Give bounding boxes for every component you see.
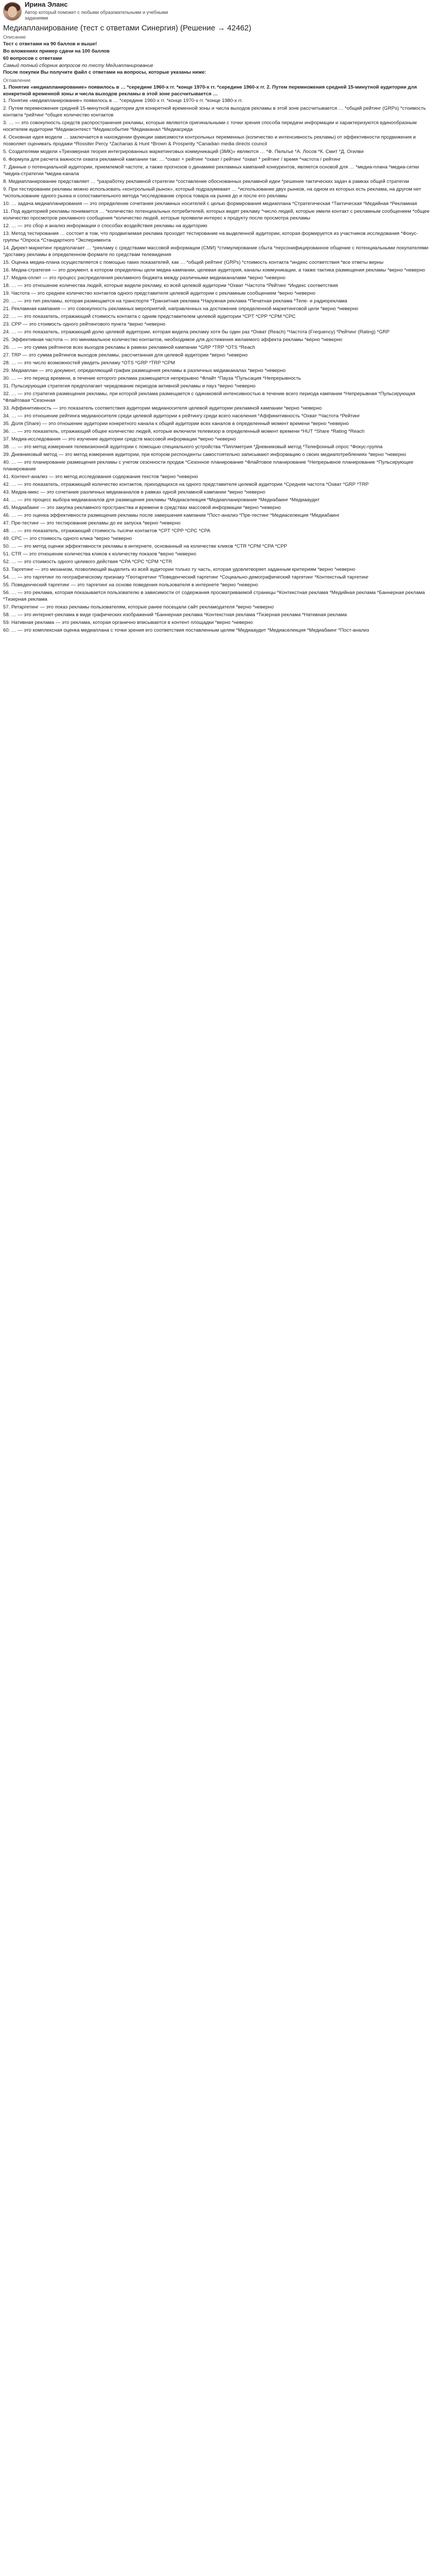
- question-text: 21. Рекламная кампания — это совокупность рекламных мероприятий, направленных на достижение определенной маркетинговой цели *верно *неверно: [3, 306, 358, 312]
- question-text: 4. Основная идея модели … заключается в нахождении функции зависимости контрольных переменных (количество и интенсивность рекламы) от эффективности продвижения и позволяет оценивать продажи *Rossiter Percy *Zacharias & Hunt *Brown & Prosperity *Canadian media directs council: [3, 134, 416, 147]
- question-text: 26. … — это сумма рейтингов всех выходов рекламы в рамках рекламной кампании *GRP *TRP *OTS *Reach: [3, 345, 255, 350]
- document-body: [0, 24, 436, 634]
- question-text: 45. Медиабаинг — это закупка рекламного пространства и времени в средствах массовой информации *верно *неверно: [3, 505, 281, 511]
- question-item: [3, 321, 433, 328]
- question-item: [3, 627, 433, 634]
- question-text: 2. Путем перемножения средней 15-минутной аудитории для конкретной временной зоны и числа выходов рекламы в этой зоне рассчитывается … *общий рейтинг (GRPs) *стоимость контакта *рейтинг *общее количество контактов: [3, 106, 426, 118]
- avatar-face: [8, 6, 17, 18]
- question-text: 30. … — это период времени, в течение которого реклама размещается непрерывно *Флайт *Пауза *Пульсация *Непрерывность: [3, 376, 301, 381]
- question-item: [3, 298, 433, 304]
- question-text: 15. Оценка медиа-плана осуществляется с помощью таких показателей, как … *общий рейтинг (GRPs) *стоимость контакта *индекс соответствия *все ответы верны: [3, 260, 383, 265]
- question-item: [3, 186, 433, 199]
- question-item: [3, 489, 433, 496]
- question-item: [3, 589, 433, 603]
- description-note: Самый полный сборник вопросов по тесту Медиапланирование: [3, 63, 153, 69]
- question-text: 56. … — это реклама, которая показывается пользователю в зависимости от содержания просматриваемой страницы *Контекстная реклама *Медийная реклама *Баннерная реклама *Тизерная реклама: [3, 590, 425, 602]
- question-item: [3, 259, 433, 266]
- question-item: [3, 451, 433, 458]
- author-header: [0, 0, 436, 23]
- question-text: 37. Медиа-исследования — это изучение аудитории средств массовой информации *верно *неверно: [3, 436, 236, 442]
- question-text: 43. Медиа-микс — это сочетание различных медиаканалов в рамках одной рекламной кампании *верно *неверно: [3, 489, 266, 495]
- question-text: 54. … — это таргетинг по географическому признаку *Геотаргетинг *Поведенческий таргетинг *Социально-демографический таргетинг *Контекстный таргетинг: [3, 574, 369, 580]
- question-text: 57. Ретаргетинг — это показ рекламы пользователям, которые ранее посещали сайт рекламодателя *верно *неверно: [3, 604, 274, 610]
- question-text: 17. Медиа-сплит — это процесс распределения рекламного бюджета между различными медиаканалами *верно *неверно: [3, 275, 286, 281]
- question-item: [3, 344, 433, 351]
- toc-label: Оглавление: [3, 78, 31, 83]
- question-text: 38. … — это метод измерения телевизионной аудитории с помощью специального устройства *Пиплметрия *Дневниковый метод *Телефонный опрос *Фокус-группа: [3, 444, 383, 450]
- question-text: 20. … — это тип рекламы, которая размещается на транспорте *Транзитная реклама *Наружная реклама *Печатная реклама *Теле- и радиореклама: [3, 298, 347, 304]
- question-text: 49. CPC — это стоимость одного клика *верно *неверно: [3, 536, 132, 541]
- question-item: [3, 352, 433, 359]
- question-text: 50. … — это метод оценки эффективности рекламы в интернете, основанный на количестве кликов *CTR *CPM *CPA *CPP: [3, 544, 287, 549]
- question-item: [3, 223, 433, 229]
- question-item: [3, 282, 433, 289]
- author-tagline: Автор который поможет с любыми образовательными и учебными заданиями: [25, 10, 168, 21]
- question-item: [3, 612, 433, 618]
- question-answer: 1. Понятие «медиапланирование» появилось в … *середине 1960-х гг. *конце 1970-х гг. *конце 1980-х гг.: [3, 98, 243, 104]
- question-item: [3, 512, 433, 519]
- question-text: 6. Формула для расчета важности охвата рекламной кампании так: … *охват + рейтинг *охват / рейтинг *охват * рейтинг / время *частота / рейтинг: [3, 157, 341, 162]
- question-text: 23. CPP — это стоимость одного рейтингового пункта *верно *неверно: [3, 321, 166, 327]
- question-item: [3, 360, 433, 366]
- question-item: [3, 200, 433, 207]
- question-text: 13. Метод тестирования … состоит в том, что продвигаемая реклама проходит тестирование на выделенной аудитории, которая формируется из участников исследования *Фокус-группы *Опроса *Стандартного *Эксперимента: [3, 231, 418, 243]
- question-item: [3, 313, 433, 320]
- question-text: 48. … — это показатель, отражающий стоимость тысячи контактов *CPT *CPP *CPC *CPA: [3, 528, 211, 534]
- question-text: 42. … — это показатель, отражающий количество контактов, приходящихся на одного представителя целевой аудитории *Средняя частота *Охват *GRP *TRP: [3, 482, 369, 487]
- question-text: 55. Поведенческий таргетинг — это таргетинг на основе поведения пользователя в интернете *верно *неверно: [3, 582, 258, 588]
- question-item: [3, 208, 433, 222]
- question-text: 9. При тестировании рекламы можно использовать «контрольный рынок», который подразумевает … *использование двух рынков, на одном из которых есть реклама, на другом нет *использование одного рынка и сопоставительного метода *исследование спроса товара на рынке до и после его рекламы: [3, 187, 421, 199]
- question-item: [3, 383, 433, 389]
- question-item: [3, 156, 433, 163]
- question-item: [3, 290, 433, 297]
- description-line: 60 вопросов с ответами: [3, 56, 62, 61]
- question-text: 47. Пре-тестинг — это тестирование рекламы до ее запуска *верно *неверно: [3, 520, 181, 526]
- question-text: 39. Дневниковый метод — это метод измерения аудитории, при котором респонденты самостоятельно записывают информацию о своих медиапотреблениях *верно *неверно: [3, 452, 406, 457]
- question-item: [3, 306, 433, 312]
- question-item: [3, 459, 433, 472]
- question-text: 52. … — это стоимость одного целевого действия *CPA *CPC *CPM *CTR: [3, 559, 172, 565]
- question-text: 32. … — это стратегия размещения рекламы, при которой реклама размещается с одинаковой интенсивностью в течение всего периода кампании *Непрерывная *Пульсирующая *Флайтовая *Сезонная: [3, 391, 415, 403]
- question-item: [3, 558, 433, 565]
- question-item: [3, 148, 433, 155]
- question-text: 46. … — это оценка эффективности размещения рекламы после завершения кампании *Пост-анализ *Пре-тестинг *Медиаселекция *Медиабаинг: [3, 513, 340, 518]
- document-title: Медиапланирование (тест с ответами Синергия) (Решение → 42462): [3, 24, 252, 32]
- question-item: [3, 84, 433, 104]
- question-item: [3, 230, 433, 244]
- question-text: 18. … — это отношение количества людей, которые видели рекламу, ко всей целевой аудитории *Охват *Частота *Рейтинг *Индекс соответствия: [3, 283, 338, 289]
- author-avatar[interactable]: [3, 2, 22, 21]
- question-text: 59. Нативная реклама — это реклама, которая органично вписывается в контент площадки *верно *неверно: [3, 620, 253, 625]
- question-item: [3, 413, 433, 419]
- question-text: 5. Создателями модели «Трехмерная теория интегрированных маркетинговых коммуникаций (3МК)» являются … *Ф. Пельтье *А. Лосов *К. Смит *Д. Огилви: [3, 149, 364, 155]
- question-list: [3, 84, 433, 634]
- question-item: [3, 245, 433, 258]
- question-text: 58. … — это интернет-реклама в виде графических изображений *Баннерная реклама *Контекстная реклама *Тизерная реклама *Нативная реклама: [3, 612, 347, 618]
- question-item: [3, 267, 433, 274]
- description-line: Во вложениях пример сдачи на 100 баллов: [3, 48, 110, 54]
- question-item: [3, 619, 433, 626]
- question-text: 60. … — это комплексная оценка медиаплана с точки зрения его соответствия поставленным целям *Медиааудит *Медиаселекция *Медиабаинг *Пост-анализ: [3, 628, 369, 633]
- question-text: 40. … — это планирование размещения рекламы с учетом сезонности продаж *Сезонное планирование *Флайтовое планирование *Непрерывное планирование *Пульсирующее планирование: [3, 460, 414, 472]
- question-item: [3, 375, 433, 382]
- question-item: [3, 604, 433, 611]
- question-text: 35. Доля (Share) — это отношение аудитории конкретного канала к общей аудитории всех каналов в определенный момент времени *верно *неверно: [3, 421, 349, 427]
- question-item: [3, 504, 433, 511]
- author-name[interactable]: Ирина Эланс: [25, 1, 68, 8]
- question-item: [3, 543, 433, 550]
- question-item: [3, 535, 433, 542]
- question-text: 1. Понятие «медиапланирование» появилось в … *середине 1960-х гг. *конце 1970-х гг. *середине 1960-х гг. 2. Путем перемножения средней 15-минутной аудитории для конкретной временной зоны и числа выходов рекламы в этой зоне рассчитывается …: [3, 84, 417, 97]
- question-text: 12. … — это сбор и анализ информации о способах воздействия рекламы на аудиторию: [3, 223, 207, 229]
- question-item: [3, 444, 433, 450]
- question-item: [3, 551, 433, 557]
- question-item: [3, 164, 433, 177]
- question-text: 41. Контент-анализ — это метод исследования содержания текстов *верно *неверно: [3, 474, 198, 480]
- question-text: 51. CTR — это отношение количества кликов к количеству показов *верно *неверно: [3, 551, 197, 557]
- question-item: [3, 391, 433, 404]
- question-text: 34. … — это отношение рейтинга медианосителя среди целевой аудитории к рейтингу среди всего населения *Аффинитивность *Охват *Частота *Рейтинг: [3, 413, 360, 419]
- question-item: [3, 528, 433, 534]
- question-text: 24. … — это показатель, отражающий долю целевой аудитории, которая видела рекламу хотя бы один раз *Охват (Reach) *Частота (Frequency) *Рейтинг (Rating) *GRP: [3, 329, 390, 335]
- question-item: [3, 497, 433, 503]
- question-text: 44. … — это процесс выбора медиаканалов для размещения рекламы *Медиаселекция *Медиапланирование *Медиабаинг *Медиааудит: [3, 497, 320, 503]
- question-item: [3, 566, 433, 573]
- question-text: 25. Эффективная частота — это минимальное количество контактов, необходимое для достижения желаемого эффекта рекламы *верно *неверно: [3, 337, 342, 343]
- question-item: [3, 120, 433, 133]
- question-item: [3, 329, 433, 335]
- purchase-note: После покупки Вы получите файл с ответами на вопросы, которые указаны ниже:: [3, 70, 206, 75]
- question-text: 29. Медиаплан — это документ, определяющий график размещения рекламы в различных медиаканалах *верно *неверно: [3, 368, 286, 374]
- question-item: [3, 178, 433, 185]
- question-item: [3, 336, 433, 343]
- question-text: 19. Частота — это среднее количество контактов одного представителя целевой аудитории с рекламным сообщением *верно *неверно: [3, 291, 316, 296]
- question-item: [3, 405, 433, 412]
- question-item: [3, 582, 433, 588]
- question-item: [3, 420, 433, 427]
- description-line: Тест с ответами на 90 баллов и выше!: [3, 41, 97, 47]
- question-item: [3, 481, 433, 488]
- question-item: [3, 275, 433, 281]
- question-text: 16. Медиа-стратегия — это документ, в котором определены цели медиа-кампании, целевая аудитория, каналы коммуникации, а также тактика размещения рекламы *верно *неверно: [3, 267, 425, 273]
- question-item: [3, 105, 433, 118]
- question-item: [3, 473, 433, 480]
- description-label: Описание: [3, 35, 26, 40]
- question-text: 31. Пульсирующая стратегия предполагает чередование периодов активной рекламы и пауз *верно *неверно: [3, 383, 256, 389]
- question-text: 3. … — это совокупность средств распространения рекламы, которые являются оригинальными с точки зрения способа передачи информации и характеризуются единообразным носителем аудитории *Медиаконтекст *Медиасобытие *Медиаканал *Медиасреда: [3, 120, 417, 132]
- question-item: [3, 428, 433, 435]
- question-item: [3, 436, 433, 443]
- question-text: 7. Данные о потенциальной аудитории, приемлемой частоте, а также прогнозов о динамике рекламных кампаний конкурентов, является основой для … *медиа-плана *медиа-сетки *медиа-стратегии *медиа-канала: [3, 164, 419, 177]
- question-text: 27. TRP — это сумма рейтингов выходов рекламы, рассчитанная для целевой аудитории *верно *неверно: [3, 352, 248, 358]
- question-text: 14. Директ-маркетинг предполагает … *рекламу с средствами массовой информации (СМИ) *стимулирование сбыта *персонифицированное общение с потенциальными покупателями *доставку рекламы в определенном формате по средствам телевидения: [3, 245, 429, 258]
- question-text: 8. Медиапланирование представляет … *разработку рекламной стратегии *составление обоснованных рекламной идеи *решение тактических задач в рамках общей стратегии: [3, 179, 409, 184]
- question-item: [3, 574, 433, 581]
- question-text: 28. … — это число возможностей увидеть рекламу *OTS *GRP *TRP *CPM: [3, 360, 175, 366]
- question-text: 10. … задача медиапланирования — это определение сочетания рекламных носителей с целью формирования медиаплана *Стратегическая *Тактическая *Медийная *Рекламная: [3, 201, 417, 207]
- question-text: 33. Аффинитивность — это показатель соответствия аудитории медианосителя целевой аудитории рекламной кампании *верно *неверно: [3, 405, 322, 411]
- question-item: [3, 520, 433, 527]
- question-text: 36. … — это показатель, отражающий общее количество людей, которые включили телевизор в определенный момент времени *HUT *Share *Rating *Reach: [3, 429, 365, 434]
- question-text: 11. Под аудиторией рекламы понимается … *количество потенциальных потребителей, которых видят рекламу *число людей, которые имели контакт с рекламным сообщением *общее количество просмотров рекламного сообщения *количество людей, которые проявили интерес к продукту после просмотра рекламы: [3, 209, 430, 221]
- question-item: [3, 367, 433, 374]
- question-text: 22. … — это показатель, отражающий стоимость контакта с одним представителем целевой аудитории *CPT *CPP *CPM *CPC: [3, 314, 296, 319]
- question-text: 53. Таргетинг — это механизм, позволяющий выделить из всей аудитории только ту часть, которая удовлетворяет заданным критериям *верно *неверно: [3, 567, 356, 572]
- question-item: [3, 134, 433, 147]
